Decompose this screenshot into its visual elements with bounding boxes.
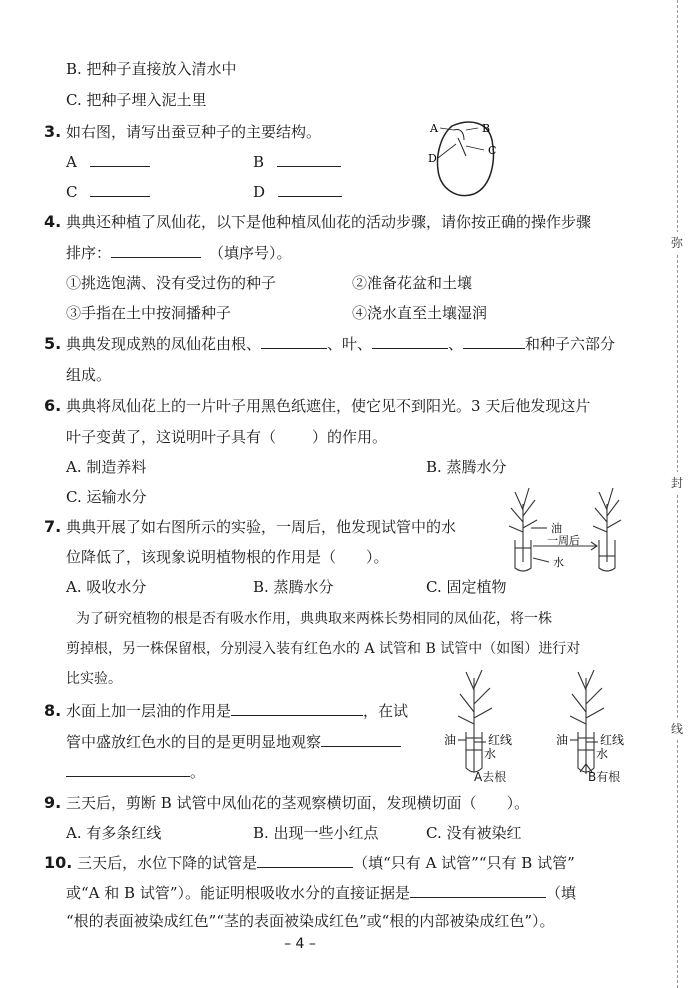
q6-option-b: B. 蒸腾水分	[426, 458, 507, 476]
intro-line2: 剪掉根，另一株保留根，分别浸入装有红色水的 A 试管和 B 试管中（如图）进行对	[66, 641, 581, 657]
q4-step-1: ①挑选饱满、没有受过伤的种子	[66, 274, 277, 292]
intro-line1: 为了研究植物的根是否有吸水作用，典典取来两株长势相同的凤仙花，将一株	[76, 611, 552, 627]
q6-line2-post: ）的作用。	[312, 428, 388, 446]
q8-figa-water: 水	[484, 747, 497, 761]
q8-figure-b	[552, 668, 632, 778]
q3-blank-c[interactable]	[90, 182, 150, 197]
q4-number: 4.	[44, 212, 62, 231]
q3-label-b: B	[253, 153, 265, 171]
q9-number: 9.	[44, 793, 62, 812]
q4-line2-pre: 排序：	[66, 244, 112, 262]
q6-stem	[44, 396, 590, 416]
q9-option-b: B. 出现一些小红点	[253, 824, 379, 842]
q8-line3-post: 。	[190, 763, 206, 781]
q8-line1-pre: 水面上加一层油的作用是	[66, 702, 232, 720]
q5-blank-3[interactable]	[463, 334, 525, 349]
q6-line2-pre: 叶子变黄了，这说明叶子具有（	[66, 428, 277, 446]
q4-line2	[66, 243, 292, 263]
q3-blank-b[interactable]	[277, 152, 341, 167]
q8-figb-water: 水	[596, 747, 609, 761]
q4-step-3: ③手指在土中按洞播种子	[66, 304, 232, 322]
seed-label-a: A	[430, 122, 438, 135]
q8-blank-2a[interactable]	[321, 732, 401, 747]
q6-line1: 典典将凤仙花上的一片叶子用黑色纸遮住，使它见不到阳光。3 天后他发现这片	[66, 397, 591, 415]
q4-stem	[44, 212, 591, 232]
q9-stem	[44, 793, 529, 813]
q8-line2-text: 管中盛放红色水的目的是更明显地观察	[66, 733, 322, 751]
q9-line1-pre: 三天后，剪断 B 试管中凤仙花的茎观察横切面，发现横切面（	[66, 794, 477, 812]
q6-line2	[66, 427, 387, 447]
seed-label-b: B	[482, 122, 491, 135]
q8-figa-caption: A去根	[474, 770, 507, 784]
q3-number: 3.	[44, 122, 62, 141]
q3-answer-c[interactable]	[66, 182, 150, 202]
q4-line1: 典典还种植了凤仙花，以下是他种植凤仙花的活动步骤，请你按正确的操作步骤	[66, 213, 592, 231]
side-mark-feng: 封	[666, 472, 688, 494]
q10-line1-pre: 三天后，水位下降的试管是	[77, 854, 258, 872]
q5-number: 5.	[44, 334, 62, 353]
q4-line2-post: （填序号）。	[209, 244, 292, 262]
q10-stem	[44, 853, 575, 873]
q7-fig-water: 水	[553, 556, 564, 569]
q5-blank-2[interactable]	[372, 334, 448, 349]
q7-line2	[66, 547, 389, 567]
q4-step-4: ④浇水直至土壤湿润	[352, 304, 488, 322]
q7-number: 7.	[44, 517, 62, 536]
prev-option-b: B. 把种子直接放入清水中	[66, 60, 237, 78]
q10-blank-2[interactable]	[410, 883, 546, 898]
q5-pre: 典典发现成熟的凤仙花由根、	[66, 335, 262, 353]
q10-line3: “根的表面被染成红色”“茎的表面被染成红色”或“根的内部被染成红色”）。	[66, 912, 555, 930]
q5-mid2: 、	[448, 335, 464, 353]
q6-option-a: A. 制造养料	[66, 458, 147, 476]
q10-number: 10.	[44, 853, 73, 872]
prev-option-c: C. 把种子埋入泥土里	[66, 91, 207, 109]
q5-blank-1[interactable]	[261, 334, 327, 349]
q8-figb-oil: 油	[556, 733, 569, 747]
q5-mid1: 、叶、	[327, 335, 373, 353]
q10-line2	[66, 883, 576, 903]
q6-option-c: C. 运输水分	[66, 488, 147, 506]
q3-stem	[44, 122, 321, 142]
seed-label-d: D	[428, 152, 437, 165]
q8-line1-post: ，在试	[363, 702, 409, 720]
side-mark-mi: 弥	[666, 232, 688, 254]
q3-blank-a[interactable]	[90, 152, 150, 167]
q9-line1-post: ）。	[506, 794, 530, 812]
q10-line1-post: （填“只有 A 试管”“只有 B 试管”	[353, 854, 575, 872]
q5-stem	[44, 334, 615, 354]
q6-number: 6.	[44, 396, 62, 415]
q8-line2	[66, 732, 401, 752]
q4-step-2: ②准备花盆和土壤	[352, 274, 473, 292]
q7-line2-pre: 位降低了，该现象说明植物根的作用是（	[66, 548, 337, 566]
q10-line2-post: （填	[546, 884, 577, 902]
q8-stem	[44, 701, 408, 721]
q7-line2-post: ）。	[366, 548, 389, 566]
q8-figb-red: 红线	[600, 733, 625, 747]
q3-answer-d[interactable]	[253, 182, 342, 202]
q3-label-a: A	[66, 153, 77, 171]
q8-figa-oil: 油	[444, 733, 457, 747]
seed-label-c: C	[488, 144, 497, 157]
q3-blank-d[interactable]	[278, 182, 342, 197]
q7-line1: 典典开展了如右图所示的实验，一周后，他发现试管中的水	[66, 518, 457, 536]
q7-option-b: B. 蒸腾水分	[253, 578, 334, 596]
q7-option-c: C. 固定植物	[426, 578, 507, 596]
page-number: – 4 –	[284, 936, 316, 952]
q7-test-tube-figure	[503, 482, 633, 574]
q8-blank-1[interactable]	[231, 701, 363, 716]
q9-option-a: A. 有多条红线	[66, 824, 162, 842]
side-mark-xian: 线	[666, 718, 688, 740]
q3-answer-b[interactable]	[253, 152, 341, 172]
binding-dashed-line	[677, 0, 678, 988]
q10-blank-1[interactable]	[257, 853, 353, 868]
q8-line3	[66, 762, 205, 782]
q5-post: 和种子六部分	[525, 335, 616, 353]
q8-figa-red: 红线	[488, 733, 513, 747]
q8-number: 8.	[44, 701, 62, 720]
q7-fig-week: 一周后	[547, 534, 580, 547]
q7-fig-oil: 油	[551, 522, 562, 535]
q3-label-d: D	[253, 183, 266, 201]
q7-stem	[44, 517, 456, 537]
q9-option-c: C. 没有被染红	[426, 824, 522, 842]
q3-answer-a[interactable]	[66, 152, 150, 172]
q8-blank-2b[interactable]	[66, 762, 190, 777]
q5-line2: 组成。	[66, 366, 112, 384]
intro-line3: 比实验。	[66, 671, 122, 687]
q8-figure-a	[440, 668, 520, 778]
q3-label-c: C	[66, 183, 78, 201]
q10-line2-pre: 或“A 和 B 试管”）。能证明根吸收水分的直接证据是	[66, 884, 410, 902]
q8-figb-caption: B有根	[588, 770, 621, 784]
q4-blank-order[interactable]	[111, 243, 201, 258]
bean-seed-figure	[420, 116, 510, 202]
q3-text: 如右图，请写出蚕豆种子的主要结构。	[66, 123, 322, 141]
q7-option-a: A. 吸收水分	[66, 578, 147, 596]
